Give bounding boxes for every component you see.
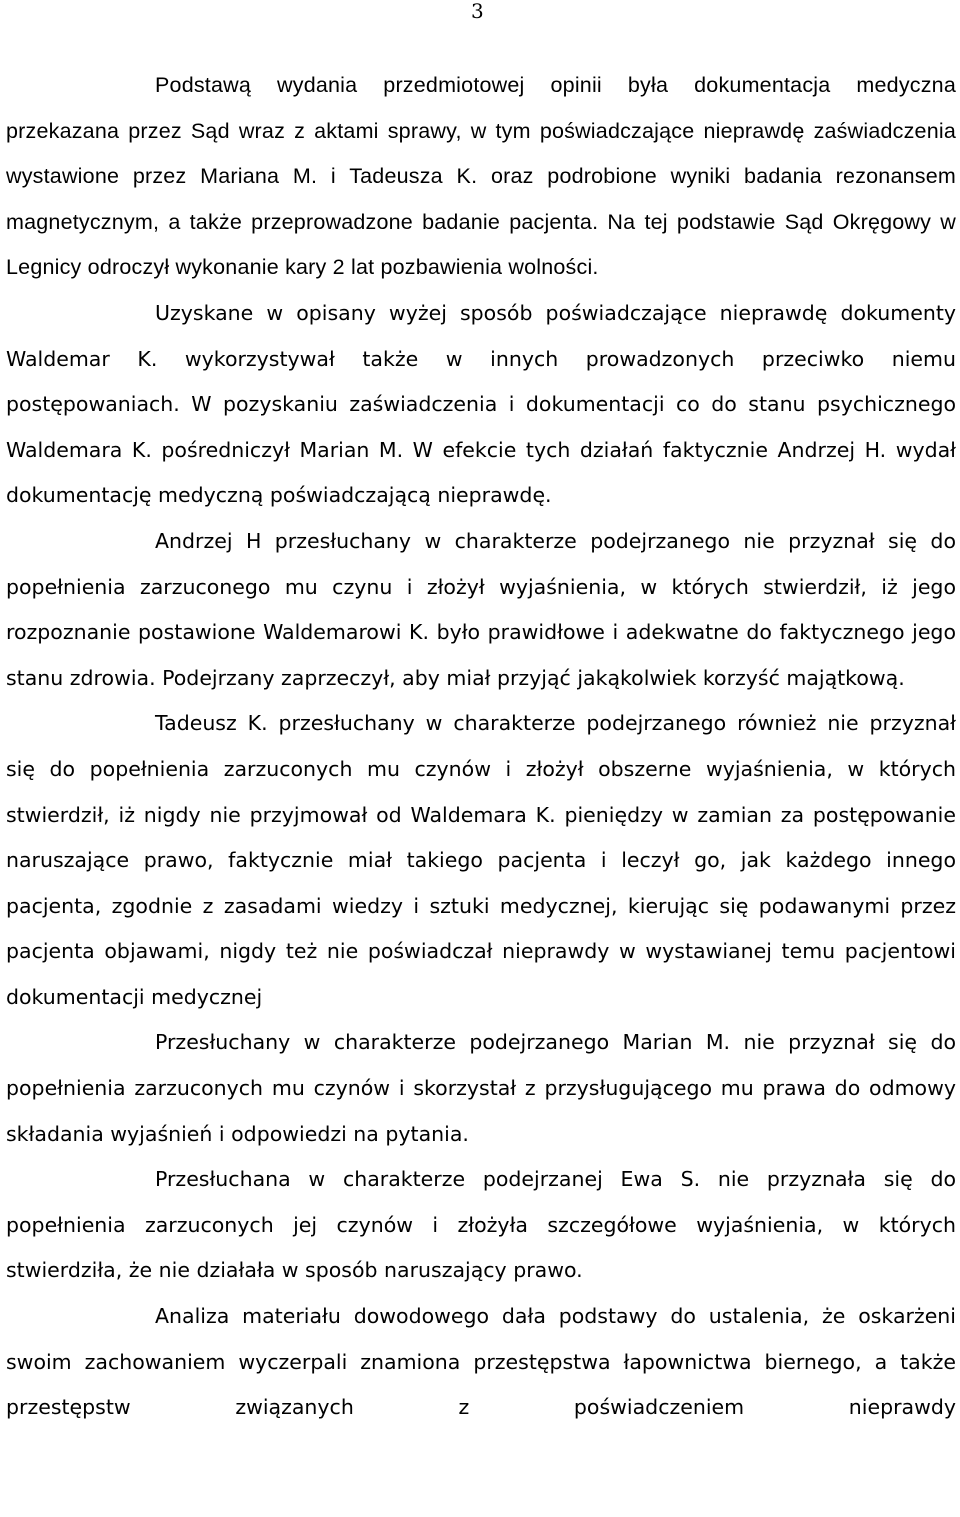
page-number: 3 xyxy=(471,0,484,23)
document-body xyxy=(6,63,956,1431)
paragraph-ewa-s-testimony: Przesłuchana w charakterze podejrzanej Ewa S. nie przyznała się do popełnienia zarzuconych jej czynów i złożyła szczegółowe wyjaśnienia, w których stwierdziła, że nie działała w sposób naruszający prawo. xyxy=(6,1167,956,1283)
paragraph-tadeusz-k-testimony: Tadeusz K. przesłuchany w charakterze podejrzanego również nie przyznał się do popełnienia zarzuconych mu czynów i złożył obszerne wyjaśnienia, w których stwierdził, iż nigdy nie przyjmował od Waldemara K. pieniędzy w zamian za postępowanie naruszające prawo, faktycznie miał takiego pacjenta i leczył go, jak każdego innego pacjenta, zgodnie z zasadami wiedzy i sztuki medycznej, kierując się podawanymi przez pacjenta objawami, nigdy też nie poświadczał nieprawdy w wystawianej temu pacjentowi dokumentacji medycznej xyxy=(6,711,956,1009)
paragraph-basis-of-opinion: Podstawą wydania przedmiotowej opinii była dokumentacja medyczna przekazana przez Sąd wraz z aktami sprawy, w tym poświadczające nieprawdę zaświadczenia wystawione przez Mariana M. i Tadeusza K. oraz podrobione wyniki badania rezonansem magnetycznym, a także przeprowadzone badanie pacjenta. Na tej podstawie Sąd Okręgowy w Legnicy odroczył wykonanie kary 2 lat pozbawienia wolności. xyxy=(6,73,956,280)
paragraph-documents-used: Uzyskane w opisany wyżej sposób poświadczające nieprawdę dokumenty Waldemar K. wykorzystywał także w innych prowadzonych przeciwko niemu postępowaniach. W pozyskaniu zaświadczenia i dokumentacji co do stanu psychicznego Waldemara K. pośredniczył Marian M. W efekcie tych działań faktycznie Andrzej H. wydał dokumentację medyczną poświadczającą nieprawdę. xyxy=(6,300,956,508)
paragraph-andrzej-h-testimony: Andrzej H przesłuchany w charakterze podejrzanego nie przyznał się do popełnienia zarzuconego mu czynu i złożył wyjaśnienia, w których stwierdził, iż jego rozpoznanie postawione Waldemarowi K. było prawidłowe i adekwatne do faktycznego jego stanu zdrowia. Podejrzany zaprzeczył, aby miał przyjąć jakąkolwiek korzyść majątkową. xyxy=(6,528,956,690)
paragraph-marian-m-testimony: Przesłuchany w charakterze podejrzanego Marian M. nie przyznał się do popełnienia zarzuconych mu czynów i skorzystał z przysługującego mu prawa do odmowy składania wyjaśnień i odpowiedzi na pytania. xyxy=(6,1030,956,1146)
paragraph-analysis: Analiza materiału dowodowego dała podstawy do ustalenia, że oskarżeni swoim zachowaniem wyczerpali znamiona przestępstwa łapownictwa biernego, a także przestępstw związanych z poświadczeniem nieprawdy xyxy=(6,1304,956,1420)
